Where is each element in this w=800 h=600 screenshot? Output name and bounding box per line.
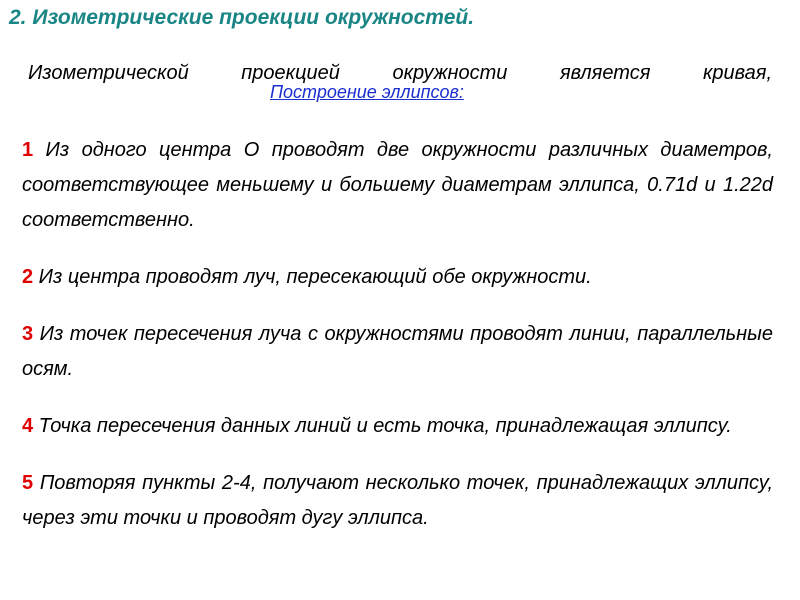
step-text: Из одного центра О проводят две окружности различных диаметров, соответствующее меньшему и большему диаметрам эллипса, 0.71d и 1.22d соответственно. [22,139,773,231]
step-item-3 [22,317,773,387]
step-text: Из центра проводят луч, пересекающий обе окружности. [33,266,592,288]
step-number: 2 [22,266,34,288]
steps-list [22,133,773,536]
step-item-4 [22,409,773,444]
step-number: 5 [22,472,34,494]
step-text: Из точек пересечения луча с окружностями проводят линии, параллельные осям. [22,323,773,380]
subtitle-link[interactable]: Построение эллипсов: [270,82,464,102]
step-item-5 [22,466,773,536]
slide-title: 2. Изометрические проекции окружностей. [9,6,475,29]
step-text: Точка пересечения данных линий и есть точка, принадлежащая эллипсу. [33,415,732,437]
intro-text: Изометрической проекцией окружности является кривая, [28,62,772,84]
step-text: Повторяя пункты 2-4, получают несколько точек, принадлежащих эллипсу, через эти точки и проводят дугу эллипса. [22,472,773,529]
step-number: 3 [22,323,34,345]
step-item-1 [22,133,773,238]
step-number: 4 [22,415,34,437]
step-item-2 [22,260,773,295]
step-number: 1 [22,139,34,161]
